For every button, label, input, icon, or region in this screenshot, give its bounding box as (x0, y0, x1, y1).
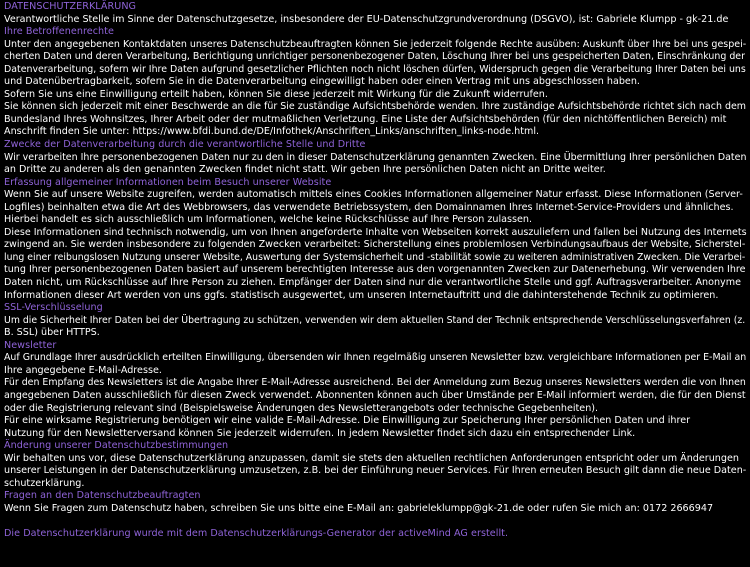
section-heading-newsletter: Newsletter (4, 339, 57, 351)
section-heading-ssl: SSL-Verschlüsselung (4, 302, 103, 314)
purposes-paragraph (4, 152, 746, 177)
text-line: Auf Grundlage Ihrer ausdrücklich erteilten Einwilligung, übersenden wir Ihnen regelmäßig unseren Newsletter bzw. vergleichbare Informationen per E-Mail an (4, 352, 747, 364)
text-line: cherten Daten und deren Verarbeitung, Berichtigung unrichtiger personenbezogener Daten, Löschung Ihrer bei uns gespeicherten Daten, Einschränkung der (4, 51, 745, 63)
text-line: an Dritte zu anderen als den genannten Zwecken findet nicht statt. Wir geben Ihre persönlichen Daten nicht an Dritte weiter. (4, 164, 606, 176)
text-line: zwingend an. Sie werden insbesondere zu folgenden Zwecken verarbeitet: Sicherstellung eines problemlosen Verbindungsaufbaus der Website, Sicherstel- (4, 239, 746, 251)
text-line: Unter den angegebenen Kontaktdaten unseres Datenschutzbeauftragten können Sie jederzeit folgende Rechte ausüben: Auskunft über Ihre bei uns gespei- (4, 38, 747, 50)
text-line: Diese Informationen sind technisch notwendig, um von Ihnen angeforderte Inhalte von Webseiten korrekt auszuliefern und fallen bei Nutzung des Internets (4, 226, 747, 238)
text-line: Anschrift finden Sie unter: https://www.bfdi.bund.de/DE/Infothek/Anschriften_Links/anschriften_links-node.html. (4, 126, 540, 138)
text-line: Hierbei handelt es sich ausschließlich um Informationen, welche keine Rückschlüsse auf Ihre Person zulassen. (4, 214, 533, 226)
text-line: oder die Registrierung relevant sind (Beispielsweise Änderungen des Newsletterangebots oder technische Gegebenheiten). (4, 402, 599, 414)
text-line: Für den Empfang des Newsletters ist die Angabe Ihrer E-Mail-Adresse ausreichend. Bei der Anmeldung zum Bezug unseres Newsletters werden die von Ihnen (4, 377, 746, 389)
text-line: B. SSL) über HTTPS. (4, 327, 100, 339)
intro-paragraph (4, 14, 746, 27)
rights-paragraph (4, 39, 746, 139)
text-line: Logfiles) beinhalten etwa die Art des Webbrowsers, das verwendete Betriebssystem, den Domainnamen Ihres Internet-Service-Providers und ähnliches. (4, 201, 734, 213)
text-line: Um die Sicherheit Ihrer Daten bei der Übertragung zu schützen, verwenden wir dem aktuellen Stand der Technik entsprechende Verschlüsselungsverfahren (z. (4, 314, 746, 326)
text-line: Wenn Sie auf unsere Website zugreifen, werden automatisch mittels eines Cookies Informationen allgemeiner Natur erfasst. Diese Informationen (Server- (4, 189, 743, 201)
questions-paragraph (4, 503, 746, 516)
privacy-policy-document (4, 1, 746, 541)
text-line: Sofern Sie uns eine Einwilligung erteilt haben, können Sie diese jederzeit mit Wirkung für die Zukunft widerrufen. (4, 88, 548, 100)
newsletter-paragraph (4, 352, 746, 440)
section-heading-questions: Fragen an den Datenschutzbeauftragten (4, 490, 201, 502)
text-line: Sie können sich jederzeit mit einer Beschwerde an die für Sie zuständige Aufsichtsbehörde wenden. Ihre zuständige Aufsichtsbehörde richtet sich nach dem (4, 101, 747, 113)
text-line: Wir verarbeiten Ihre personenbezogenen Daten nur zu den in dieser Datenschutzerklärung genannten Zwecken. Eine Übermittlung Ihrer persönlichen Daten (4, 151, 747, 163)
text-line: Nutzung für den Newsletterversand können Sie jederzeit widerrufen. In jedem Newsletter findet sich dazu ein entsprechender Link. (4, 427, 636, 439)
text-line: angegebenen Daten ausschließlich für diesen Zweck verwendet. Abonnenten können auch über Umstände per E-Mail informiert werden, die für den Dienst (4, 389, 746, 401)
text-line: Verantwortliche Stelle im Sinne der Datenschutzgesetze, insbesondere der EU-Datenschutzgrundverordnung (DSGVO), ist: Gabriele Klumpp - gk-21.de (4, 13, 729, 25)
generator-credit: Die Datenschutzerklärung wurde mit dem Datenschutzerklärungs-Generator der activeMind AG erstellt. (4, 527, 509, 539)
text-line: und Datenübertragbarkeit, sofern Sie in die Datenverarbeitung eingewilligt haben oder einen Vertrag mit uns abgeschlossen haben. (4, 76, 640, 88)
section-heading-changes: Änderung unserer Datenschutzbestimmungen (4, 440, 229, 452)
ssl-paragraph (4, 315, 746, 340)
text-line: Daten nicht, um Rückschlüsse auf Ihre Person zu ziehen. Empfänger der Daten sind nur die verantwortliche Stelle und ggf. Auftragsverarbeiter. Anonyme (4, 277, 741, 289)
general-info-paragraph (4, 189, 746, 302)
text-line: Wenn Sie Fragen zum Datenschutz haben, schreiben Sie uns bitte eine E-Mail an: gabrieleklumpp@gk-21.de oder rufen Sie mich an: 0172 2666947 (4, 502, 714, 514)
text-line: Für eine wirksame Registrierung benötigen wir eine valide E-Mail-Adresse. Die Einwilligung zur Speicherung Ihrer persönlichen Daten und ihrer (4, 415, 691, 427)
section-heading-purposes: Zwecke der Datenverarbeitung durch die verantwortliche Stelle und Dritte (4, 139, 366, 151)
text-line: Bundesland Ihres Wohnsitzes, Ihrer Arbeit oder der mutmaßlichen Verletzung. Eine Liste der Aufsichtsbehörden (für den nichtöffentlichen Bereich) mit (4, 113, 727, 125)
section-heading-general-info: Erfassung allgemeiner Informationen beim Besuch unserer Website (4, 176, 332, 188)
spacer (4, 515, 746, 528)
text-line: Wir behalten uns vor, diese Datenschutzerklärung anzupassen, damit sie stets den aktuellen rechtlichen Anforderungen entspricht oder um Änderungen (4, 452, 739, 464)
policy-title: DATENSCHUTZERKLÄRUNG (4, 1, 137, 12)
text-line: Ihre angegebene E-Mail-Adresse. (4, 364, 162, 376)
text-line: Datenverarbeitung, sofern wir Ihre Daten aufgrund gesetzlicher Pflichten noch nicht löschen dürfen, Widerspruch gegen die Verarbeitung Ihrer Daten bei uns (4, 63, 746, 75)
text-line: lung einer reibungslosen Nutzung unserer Website, Auswertung der Systemsicherheit und -stabilität sowie zu weiteren administrativen Zwecken. Die Verarbei- (4, 251, 746, 263)
text-line: schutzerklärung. (4, 477, 85, 489)
text-line: unserer Leistungen in der Datenschutzerklärung umzusetzen, z.B. bei der Einführung neuer Services. Für Ihren erneuten Besuch gilt dann die neue Daten- (4, 465, 747, 477)
text-line: Informationen dieser Art werden von uns ggfs. statistisch ausgewertet, um unseren Internetauftritt und die dahinterstehende Technik zu optimieren. (4, 289, 719, 301)
section-heading-rights: Ihre Betroffenenrechte (4, 26, 114, 38)
changes-paragraph (4, 453, 746, 491)
text-line: tung Ihrer personenbezogenen Daten basiert auf unserem berechtigten Interesse aus den vorgenannten Zwecken zur Datenerhebung. Wir verwenden Ihre (4, 264, 746, 276)
